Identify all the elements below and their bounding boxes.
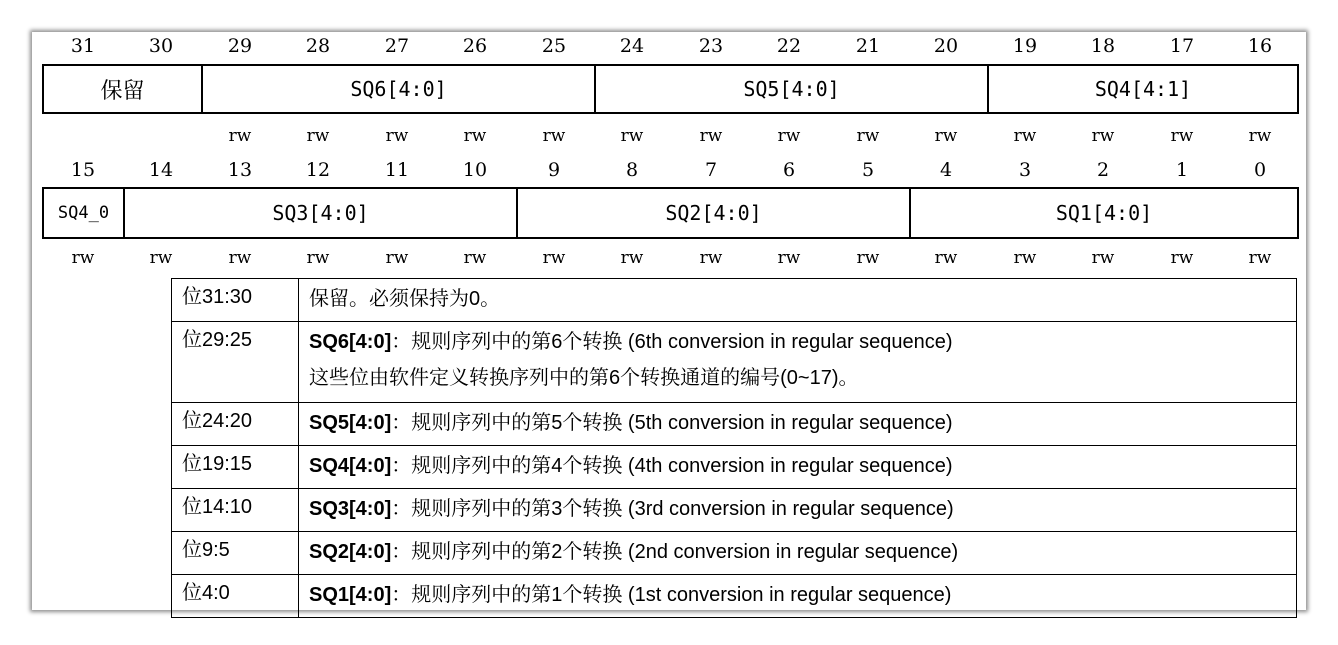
register-upper-fields (42, 64, 1299, 114)
field-name: SQ2[4:0] (309, 541, 392, 563)
access-label: rw (228, 248, 252, 268)
bit-number: 21 (855, 35, 881, 57)
access-label: rw (463, 126, 487, 146)
field-sq6: SQ6[4:0] (201, 66, 594, 112)
field-sq1: SQ1[4:0] (909, 189, 1297, 237)
bit-number: 13 (227, 159, 253, 181)
bit-number: 10 (462, 159, 488, 181)
access-label: rw (620, 248, 644, 268)
description-text: ：规则序列中的第5个转换 (5th conversion in regular sequence) (391, 412, 953, 434)
access-label: rw (1170, 126, 1194, 146)
access-label: rw (1170, 248, 1194, 268)
access-label: rw (71, 248, 95, 268)
access-label: rw (385, 126, 409, 146)
bit-range-cell: 位29:25 (172, 322, 299, 403)
table-row (172, 322, 1297, 403)
bit-number: 1 (1175, 159, 1189, 181)
description-detail: 这些位由软件定义转换序列中的第6个转换通道的编号(0~17)。 (309, 367, 859, 389)
bit-number: 8 (625, 159, 639, 181)
bit-number: 24 (619, 35, 645, 57)
access-label: rw (385, 248, 409, 268)
field-name: SQ6[4:0] (309, 331, 392, 353)
description-cell (299, 446, 1297, 489)
bit-number: 5 (861, 159, 875, 181)
bit-number: 14 (148, 159, 174, 181)
field-sq3: SQ3[4:0] (123, 189, 516, 237)
access-label: rw (620, 126, 644, 146)
bit-number: 2 (1096, 159, 1110, 181)
bit-number: 30 (148, 35, 174, 57)
table-row (172, 575, 1297, 618)
bit-number: 9 (547, 159, 561, 181)
access-label: rw (777, 248, 801, 268)
access-label: rw (1091, 248, 1115, 268)
bit-number: 18 (1090, 35, 1116, 57)
bit-number: 15 (70, 159, 96, 181)
bit-number: 4 (939, 159, 953, 181)
bit-number: 17 (1169, 35, 1195, 57)
access-label: rw (699, 248, 723, 268)
bit-number: 27 (384, 35, 410, 57)
access-label: rw (934, 126, 958, 146)
description-text: ：规则序列中的第3个转换 (3rd conversion in regular sequence) (391, 498, 954, 520)
table-row (172, 446, 1297, 489)
description-cell (299, 489, 1297, 532)
bit-number: 7 (704, 159, 718, 181)
table-row (172, 532, 1297, 575)
field-sq4-low: SQ4_0 (57, 203, 110, 223)
field-name: SQ5[4:0] (309, 412, 392, 434)
access-label: rw (1091, 126, 1115, 146)
field-name: SQ3[4:0] (309, 498, 392, 520)
bit-number: 31 (70, 35, 96, 57)
bit-number: 29 (227, 35, 253, 57)
table-row (172, 489, 1297, 532)
bit-number: 26 (462, 35, 488, 57)
description-text: ：规则序列中的第4个转换 (4th conversion in regular sequence) (391, 455, 953, 477)
field-sq2: SQ2[4:0] (516, 189, 909, 237)
access-label: rw (542, 248, 566, 268)
bit-number: 19 (1012, 35, 1038, 57)
bit-number: 16 (1247, 35, 1273, 57)
access-label: rw (1013, 248, 1037, 268)
description-cell (299, 575, 1297, 618)
field-name: SQ1[4:0] (309, 584, 392, 606)
bit-number: 23 (698, 35, 724, 57)
access-label: rw (463, 248, 487, 268)
bit-number: 11 (384, 159, 410, 181)
bit-range-cell: 位19:15 (172, 446, 299, 489)
access-label: rw (542, 126, 566, 146)
table-row (172, 403, 1297, 446)
field-sq4-high: SQ4[4:1] (987, 66, 1297, 112)
bit-range-cell: 位4:0 (172, 575, 299, 618)
description-text: ：规则序列中的第2个转换 (2nd conversion in regular sequence) (391, 541, 959, 563)
field-sq5: SQ5[4:0] (594, 66, 987, 112)
access-label: rw (699, 126, 723, 146)
bit-number: 3 (1018, 159, 1032, 181)
table-row (172, 279, 1297, 322)
description-cell (299, 532, 1297, 575)
bit-number: 6 (782, 159, 796, 181)
access-label: rw (149, 248, 173, 268)
access-label: rw (228, 126, 252, 146)
bit-number: 20 (933, 35, 959, 57)
description-text: 保留。必须保持为0。 (309, 288, 501, 310)
access-label: rw (306, 248, 330, 268)
access-label: rw (1248, 126, 1272, 146)
description-text: ：规则序列中的第1个转换 (1st conversion in regular sequence) (391, 584, 952, 606)
description-cell (299, 279, 1297, 322)
register-lower-fields (42, 187, 1299, 239)
description-cell (299, 322, 1297, 403)
field-reserved: 保留 (100, 78, 145, 104)
description-cell (299, 403, 1297, 446)
bit-number: 0 (1253, 159, 1267, 181)
access-label: rw (777, 126, 801, 146)
bit-range-cell: 位9:5 (172, 532, 299, 575)
bit-range-cell: 位31:30 (172, 279, 299, 322)
bit-number: 22 (776, 35, 802, 57)
access-label: rw (306, 126, 330, 146)
bit-number: 12 (305, 159, 331, 181)
description-text: ：规则序列中的第6个转换 (6th conversion in regular sequence) (391, 331, 953, 353)
bit-description-table (171, 278, 1297, 618)
access-label: rw (1013, 126, 1037, 146)
field-name: SQ4[4:0] (309, 455, 392, 477)
access-label: rw (1248, 248, 1272, 268)
access-label: rw (856, 248, 880, 268)
bit-number: 28 (305, 35, 331, 57)
access-label: rw (934, 248, 958, 268)
bit-number: 25 (541, 35, 567, 57)
bit-range-cell: 位24:20 (172, 403, 299, 446)
access-label: rw (856, 126, 880, 146)
bit-range-cell: 位14:10 (172, 489, 299, 532)
